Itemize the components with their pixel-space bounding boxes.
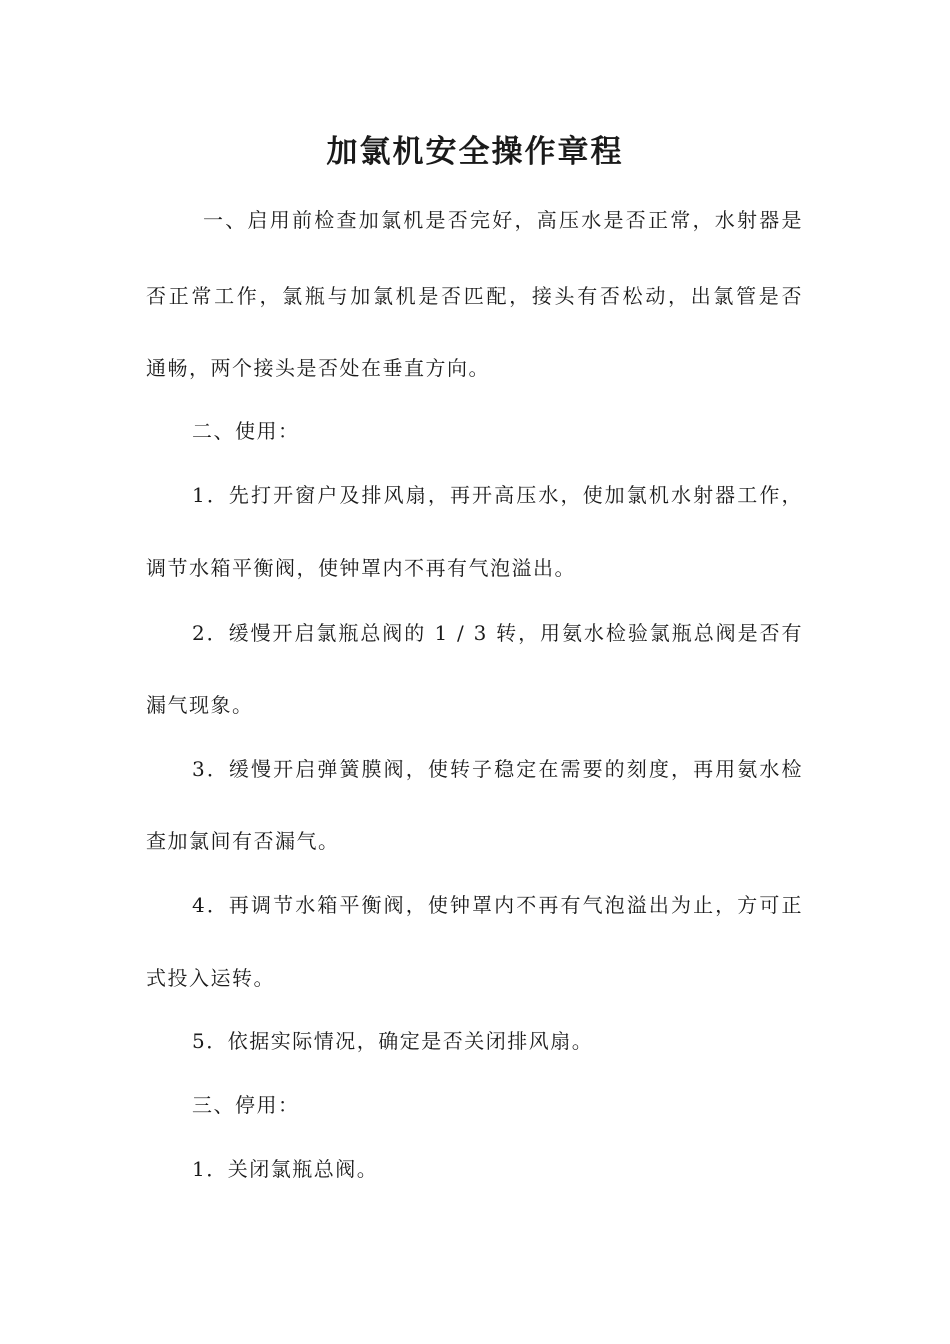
paragraph-line: 式投入运转。 — [146, 966, 275, 990]
section-heading: 二、使用： — [192, 419, 300, 443]
paragraph-line: 通畅，两个接头是否处在垂直方向。 — [146, 356, 490, 380]
paragraph-line: 查加氯间有否漏气。 — [146, 829, 340, 853]
paragraph-line: 一、启用前检查加氯机是否完好，高压水是否正常，水射器是 — [203, 208, 803, 232]
document-title: 加氯机安全操作章程 — [326, 134, 624, 170]
section-heading: 三、停用： — [192, 1093, 300, 1117]
paragraph-line: 否正常工作，氯瓶与加氯机是否匹配，接头有否松动，出氯管是否 — [146, 284, 803, 308]
paragraph-line: 调节水箱平衡阀，使钟罩内不再有气泡溢出。 — [146, 556, 576, 580]
paragraph-line: 5．依据实际情况，确定是否关闭排风扇。 — [192, 1029, 594, 1053]
paragraph-line: 3．缓慢开启弹簧膜阀，使转子稳定在需要的刻度，再用氨水检 — [192, 757, 803, 781]
paragraph-line: 1．先打开窗户及排风扇，再开高压水，使加氯机水射器工作， — [192, 483, 803, 507]
paragraph-line: 2．缓慢开启氯瓶总阀的 1 / 3 转，用氨水检验氯瓶总阀是否有 — [192, 621, 803, 645]
paragraph-line: 4．再调节水箱平衡阀，使钟罩内不再有气泡溢出为止，方可正 — [192, 893, 803, 917]
paragraph-line: 漏气现象。 — [146, 693, 254, 717]
paragraph-line: 1．关闭氯瓶总阀。 — [192, 1157, 379, 1181]
